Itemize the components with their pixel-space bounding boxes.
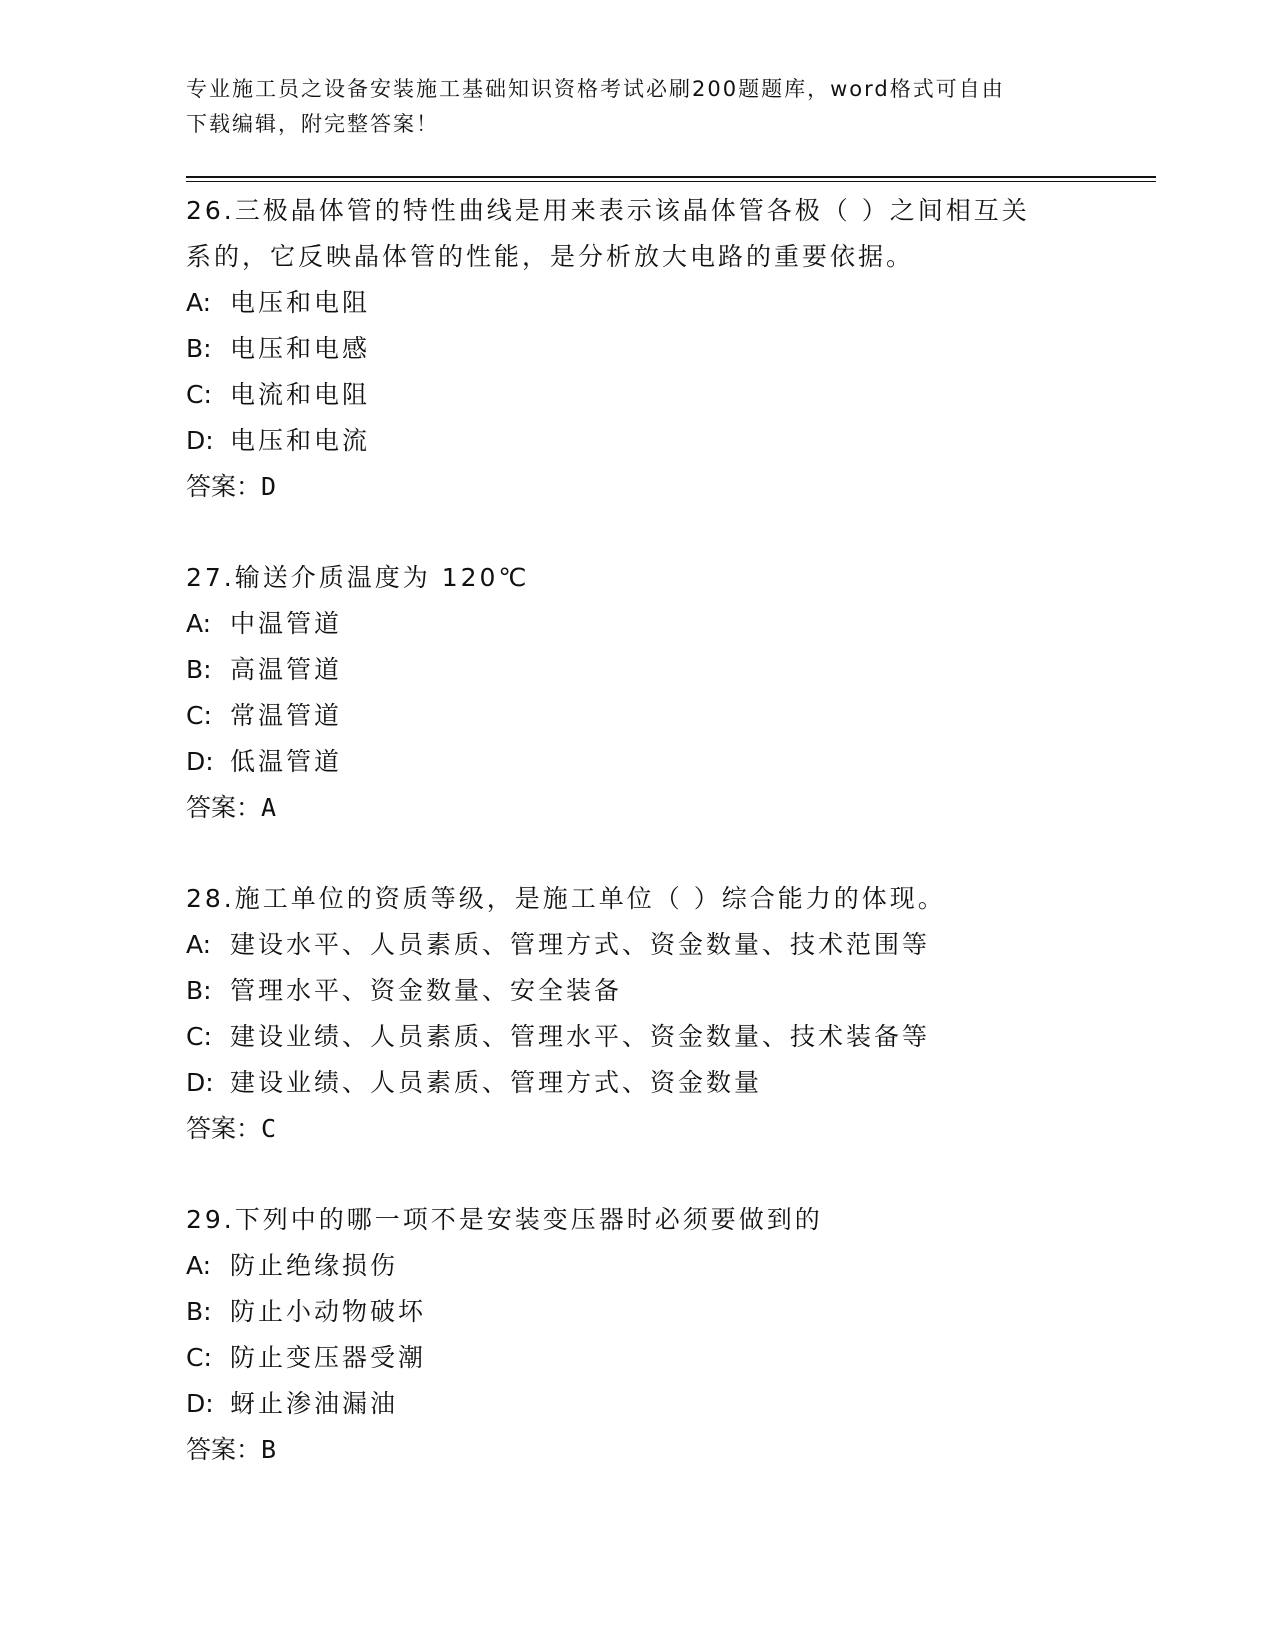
option-letter: A: bbox=[186, 288, 212, 317]
question-27 bbox=[186, 555, 1086, 831]
header-divider-thin bbox=[186, 181, 1156, 182]
option-letter: B: bbox=[186, 1297, 212, 1326]
option-text: 防止绝缘损伤 bbox=[230, 1251, 399, 1280]
option-b bbox=[186, 968, 1086, 1014]
question-text: 27.输送介质温度为 120℃ bbox=[186, 563, 530, 592]
option-text: 低温管道 bbox=[230, 747, 343, 776]
option-b bbox=[186, 1289, 1086, 1335]
answer-value: D bbox=[261, 472, 277, 501]
option-text: 高温管道 bbox=[230, 655, 343, 684]
document-header bbox=[186, 72, 1066, 142]
option-d bbox=[186, 1381, 1086, 1427]
option-a bbox=[186, 601, 1086, 647]
answer-line bbox=[186, 1427, 1086, 1473]
answer-line bbox=[186, 464, 1086, 510]
answer-value: C bbox=[261, 1114, 277, 1143]
option-letter: B: bbox=[186, 976, 212, 1005]
option-letter: B: bbox=[186, 334, 212, 363]
option-letter: A: bbox=[186, 609, 212, 638]
option-text: 建设业绩、人员素质、管理方式、资金数量 bbox=[230, 1068, 763, 1097]
answer-label: 答案： bbox=[186, 1114, 262, 1143]
option-text: 中温管道 bbox=[230, 609, 343, 638]
option-b bbox=[186, 647, 1086, 693]
option-text: 蚜止渗油漏油 bbox=[230, 1389, 399, 1418]
option-letter: B: bbox=[186, 655, 212, 684]
option-text: 电压和电流 bbox=[230, 426, 371, 455]
option-text: 电压和电感 bbox=[230, 334, 371, 363]
question-text-cont: 系的，它反映晶体管的性能，是分析放大电路的重要依据。 bbox=[186, 242, 915, 271]
option-d bbox=[186, 739, 1086, 785]
option-text: 电压和电阻 bbox=[230, 288, 371, 317]
option-letter: A: bbox=[186, 930, 212, 959]
option-c bbox=[186, 1335, 1086, 1381]
question-29 bbox=[186, 1197, 1086, 1473]
answer-label: 答案： bbox=[186, 472, 262, 501]
option-c bbox=[186, 693, 1086, 739]
option-text: 防止变压器受潮 bbox=[230, 1343, 427, 1372]
option-letter: D: bbox=[186, 1068, 214, 1097]
option-c bbox=[186, 372, 1086, 418]
question-text: 29.下列中的哪一项不是安装变压器时必须要做到的 bbox=[186, 1205, 823, 1234]
answer-label: 答案： bbox=[186, 1435, 262, 1464]
answer-label: 答案： bbox=[186, 793, 262, 822]
option-letter: D: bbox=[186, 747, 214, 776]
option-letter: C: bbox=[186, 380, 212, 409]
option-d bbox=[186, 418, 1086, 464]
question-26 bbox=[186, 188, 1086, 510]
option-text: 电流和电阻 bbox=[230, 380, 371, 409]
header-line-2: 下载编辑，附完整答案！ bbox=[186, 112, 439, 136]
option-a bbox=[186, 922, 1086, 968]
option-letter: D: bbox=[186, 426, 214, 455]
option-letter: C: bbox=[186, 1343, 212, 1372]
option-letter: D: bbox=[186, 1389, 214, 1418]
header-divider-thick bbox=[186, 176, 1156, 178]
option-a bbox=[186, 1243, 1086, 1289]
option-letter: C: bbox=[186, 1022, 212, 1051]
header-line-1: 专业施工员之设备安装施工基础知识资格考试必刷200题题库，word格式可自由 bbox=[186, 77, 1005, 101]
answer-value: A bbox=[261, 793, 277, 822]
option-text: 建设水平、人员素质、管理方式、资金数量、技术范围等 bbox=[230, 930, 931, 959]
answer-line bbox=[186, 1106, 1086, 1152]
option-a bbox=[186, 280, 1086, 326]
question-list bbox=[186, 188, 1086, 1518]
option-c bbox=[186, 1014, 1086, 1060]
option-b bbox=[186, 326, 1086, 372]
option-text: 常温管道 bbox=[230, 701, 343, 730]
answer-value: B bbox=[261, 1435, 277, 1464]
option-text: 管理水平、资金数量、安全装备 bbox=[230, 976, 623, 1005]
answer-line bbox=[186, 785, 1086, 831]
question-text: 26.三极晶体管的特性曲线是用来表示该晶体管各极（ ）之间相互关 bbox=[186, 196, 1030, 225]
option-letter: A: bbox=[186, 1251, 212, 1280]
option-text: 建设业绩、人员素质、管理水平、资金数量、技术装备等 bbox=[230, 1022, 931, 1051]
question-28 bbox=[186, 876, 1086, 1152]
option-d bbox=[186, 1060, 1086, 1106]
question-text: 28.施工单位的资质等级，是施工单位（ ）综合能力的体现。 bbox=[186, 884, 946, 913]
option-letter: C: bbox=[186, 701, 212, 730]
option-text: 防止小动物破坏 bbox=[230, 1297, 427, 1326]
